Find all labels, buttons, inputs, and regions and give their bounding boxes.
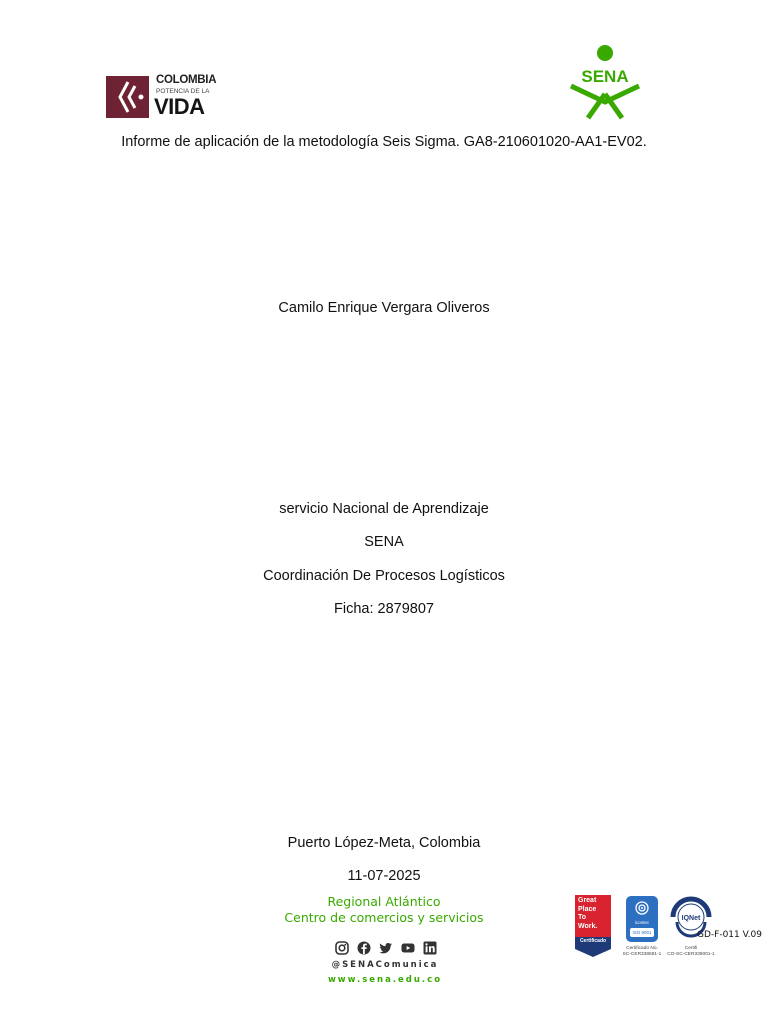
icontec-label: icontec [634,920,650,925]
document-title: Informe de aplicación de la metodología Seis Sigma. GA8-210601020-AA1-EV02. [121,134,647,150]
place: Puerto López-Meta, Colombia [287,835,481,851]
institution-acronym: SENA [364,534,404,550]
icontec-badge [626,896,658,944]
youtube-icon[interactable] [401,941,415,955]
colombia-mark-icon [106,76,149,118]
colombia-logo-line2: POTENCIA DE LA [156,88,210,95]
coordination-name: Coordinación De Procesos Logísticos [263,568,505,584]
great-place-to-work-badge [575,895,611,959]
social-handle: @SENAComunica [331,960,439,970]
facebook-icon[interactable] [357,941,371,955]
document-code: GD-F-011 V.09 [697,930,762,940]
twitter-icon[interactable] [379,941,393,955]
gptw-text: Great Place To Work. [575,895,611,937]
gptw-badge-tip [575,949,611,957]
colombia-logo-line1: COLOMBIA [156,74,217,86]
social-icons [333,941,443,957]
iqnet-caption: Certifi CO-SC-CER339001-1 [667,946,715,957]
iqnet-label: IQNet [681,915,701,922]
icontec-caption: Certificado No. SC-CER338681-1 [622,946,662,957]
instagram-icon[interactable] [335,941,349,955]
ficha-number: Ficha: 2879807 [334,601,434,617]
colombia-logo-line3: VIDA [154,94,205,119]
icontec-iso-label: ISO 9001 [630,928,654,937]
linkedin-icon[interactable] [423,941,437,955]
institution-name: servicio Nacional de Aprendizaje [279,501,489,517]
footer-center: Centro de comercios y servicios [284,910,484,925]
gptw-certified-label: Certificado [575,937,611,949]
footer-regional: Regional Atlántico [327,894,441,909]
icontec-logo-icon [635,901,649,915]
date: 11-07-2025 [347,868,421,884]
sena-logo-text: SENA [581,67,629,86]
sena-logo [566,42,646,122]
colombia-potencia-logo [106,73,220,119]
website-link[interactable]: www.sena.edu.co [327,975,443,985]
author-name: Camilo Enrique Vergara Oliveros [278,300,490,316]
